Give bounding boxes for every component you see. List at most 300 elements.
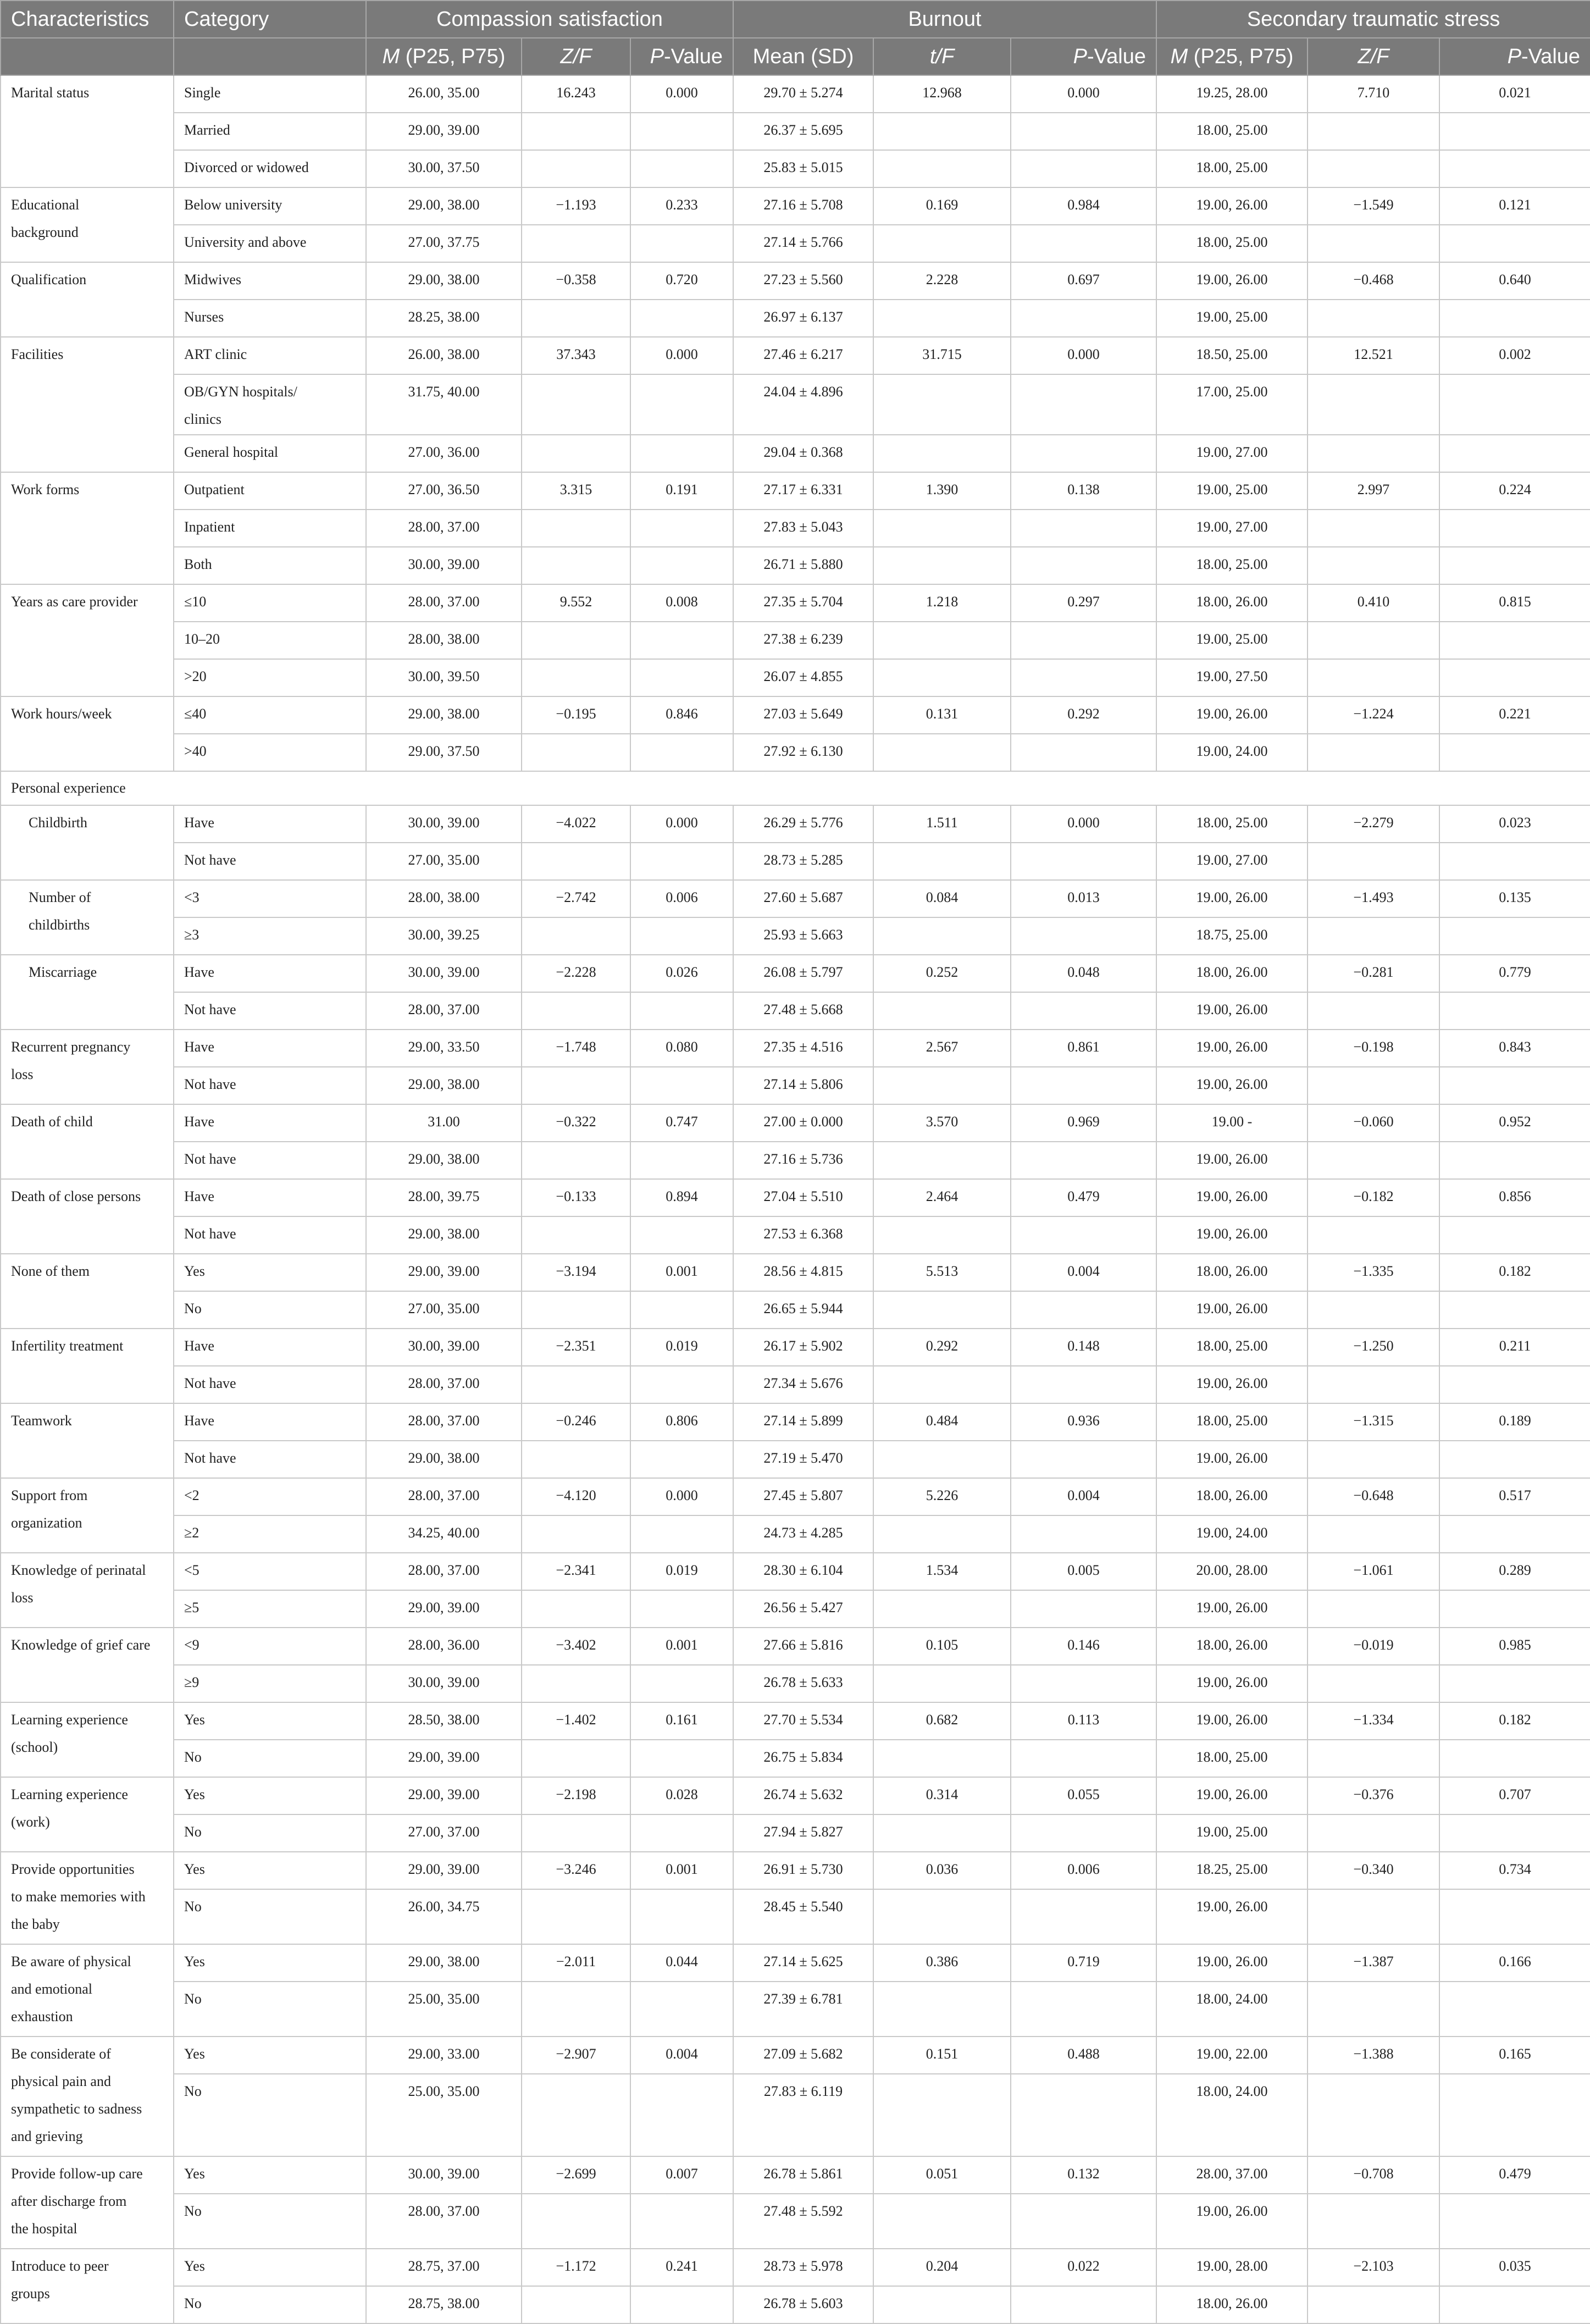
table-row [1,1104,1590,1142]
value-cell-st1: 17.00, 25.00 [1156,374,1308,435]
value-cell-cs1: 29.00, 33.50 [366,1030,522,1067]
characteristic-cell: Qualification [1,262,174,337]
value-cell-st3 [1439,1515,1590,1553]
value-cell-st2: −1.334 [1308,1702,1439,1740]
value-cell-cs2 [522,2074,630,2156]
value-cell-bo1: 27.34 ± 5.676 [733,1366,873,1403]
characteristic-cell: Marital status [1,75,174,187]
table-row [1,622,1590,659]
value-cell-bo3 [1011,1366,1156,1403]
value-cell-bo1: 26.29 ± 5.776 [733,805,873,843]
value-cell-cs2 [522,1441,630,1478]
value-cell-cs3: 0.006 [630,880,733,917]
value-cell-st1: 19.00, 26.00 [1156,1944,1308,1982]
value-cell-bo1: 26.08 ± 5.797 [733,955,873,992]
value-cell-bo2 [873,2194,1011,2249]
value-cell-cs2 [522,1291,630,1329]
value-cell-st3: 0.224 [1439,472,1590,510]
value-cell-st3: 0.211 [1439,1329,1590,1366]
table-row [1,992,1590,1030]
value-cell-bo3 [1011,1441,1156,1478]
value-cell-bo1: 26.17 ± 5.902 [733,1329,873,1366]
value-cell-bo2 [873,843,1011,880]
characteristic-cell: Provide follow-up care after discharge from the hospital [1,2156,174,2249]
value-cell-cs2 [522,1216,630,1254]
value-cell-cs3: 0.004 [630,2037,733,2074]
value-cell-st2 [1308,547,1439,584]
table-row [1,337,1590,374]
value-cell-cs3: 0.894 [630,1179,733,1216]
category-cell: Yes [174,1944,366,1982]
value-cell-cs2: −1.193 [522,187,630,225]
value-cell-st3 [1439,843,1590,880]
table-row [1,843,1590,880]
value-cell-bo3 [1011,510,1156,547]
value-cell-cs3 [630,1665,733,1702]
characteristic-cell: Work hours/week [1,696,174,771]
value-cell-bo1: 27.48 ± 5.668 [733,992,873,1030]
value-cell-bo2: 31.715 [873,337,1011,374]
value-cell-cs1: 30.00, 39.50 [366,659,522,696]
value-cell-bo1: 27.70 ± 5.534 [733,1702,873,1740]
value-cell-cs2: −4.120 [522,1478,630,1515]
value-cell-cs1: 29.00, 39.00 [366,1740,522,1777]
value-cell-st1: 19.00, 26.00 [1156,1366,1308,1403]
value-cell-bo2: 5.513 [873,1254,1011,1291]
table-row [1,2194,1590,2249]
value-cell-st2 [1308,917,1439,955]
value-cell-cs3 [630,1216,733,1254]
category-cell: ≥3 [174,917,366,955]
characteristic-cell: Childbirth [1,805,174,880]
value-cell-cs1: 30.00, 39.00 [366,805,522,843]
value-cell-bo2 [873,659,1011,696]
value-cell-st3 [1439,1814,1590,1852]
value-cell-cs1: 29.00, 33.00 [366,2037,522,2074]
value-cell-st2 [1308,2194,1439,2249]
category-cell: Yes [174,1254,366,1291]
value-cell-st2: −1.493 [1308,880,1439,917]
value-cell-bo2: 0.204 [873,2249,1011,2286]
value-cell-bo2 [873,1665,1011,1702]
value-cell-bo1: 25.93 ± 5.663 [733,917,873,955]
category-cell: University and above [174,225,366,262]
value-cell-cs3: 0.720 [630,262,733,300]
value-cell-bo2: 2.567 [873,1030,1011,1067]
header-st-zf: Z/F [1308,38,1439,75]
category-cell: No [174,1740,366,1777]
header-burnout: Burnout [733,1,1156,38]
value-cell-cs1: 28.00, 37.00 [366,1553,522,1590]
value-cell-bo1: 27.09 ± 5.682 [733,2037,873,2074]
value-cell-bo2: 0.084 [873,880,1011,917]
value-cell-bo3: 0.013 [1011,880,1156,917]
value-cell-cs1: 29.00, 39.00 [366,1777,522,1814]
value-cell-bo1: 26.78 ± 5.633 [733,1665,873,1702]
category-cell: OB/GYN hospitals/ clinics [174,374,366,435]
value-cell-cs3 [630,1067,733,1104]
value-cell-cs3 [630,113,733,150]
value-cell-bo1: 27.14 ± 5.625 [733,1944,873,1982]
value-cell-cs2 [522,1982,630,2037]
value-cell-st3: 0.121 [1439,187,1590,225]
category-cell: 10–20 [174,622,366,659]
value-cell-cs1: 27.00, 36.50 [366,472,522,510]
table-row [1,472,1590,510]
value-cell-st1: 19.00, 25.00 [1156,472,1308,510]
header-cs-median: M (P25, P75) [366,38,522,75]
category-cell: ≥2 [174,1515,366,1553]
value-cell-st1: 19.00, 26.00 [1156,1067,1308,1104]
value-cell-cs3 [630,2074,733,2156]
value-cell-st1: 28.00, 37.00 [1156,2156,1308,2194]
table-row [1,880,1590,917]
category-cell: Below university [174,187,366,225]
value-cell-cs2 [522,300,630,337]
value-cell-st3: 0.182 [1439,1702,1590,1740]
value-cell-st3: 0.734 [1439,1852,1590,1889]
category-cell: Have [174,805,366,843]
value-cell-bo3: 0.292 [1011,696,1156,734]
value-cell-cs3: 0.026 [630,955,733,992]
value-cell-bo2 [873,435,1011,472]
value-cell-cs1: 27.00, 35.00 [366,1291,522,1329]
value-cell-st2: −0.198 [1308,1030,1439,1067]
value-cell-st1: 18.00, 25.00 [1156,1740,1308,1777]
value-cell-bo1: 27.00 ± 0.000 [733,1104,873,1142]
value-cell-st3: 0.289 [1439,1553,1590,1590]
value-cell-st1: 19.00, 26.00 [1156,992,1308,1030]
value-cell-bo1: 26.78 ± 5.861 [733,2156,873,2194]
value-cell-st1: 19.00, 26.00 [1156,1889,1308,1944]
value-cell-cs1: 28.75, 38.00 [366,2286,522,2323]
value-cell-st1: 18.00, 26.00 [1156,1254,1308,1291]
value-cell-cs1: 28.00, 37.00 [366,1366,522,1403]
value-cell-bo1: 27.60 ± 5.687 [733,880,873,917]
value-cell-st1: 19.00, 26.00 [1156,696,1308,734]
value-cell-cs1: 28.00, 37.00 [366,1478,522,1515]
value-cell-bo2: 2.228 [873,262,1011,300]
value-cell-bo3 [1011,225,1156,262]
value-cell-st2: 0.410 [1308,584,1439,622]
category-cell: No [174,1982,366,2037]
value-cell-st2 [1308,1740,1439,1777]
value-cell-st3: 0.640 [1439,262,1590,300]
value-cell-bo3 [1011,1814,1156,1852]
value-cell-bo3 [1011,374,1156,435]
value-cell-cs3 [630,917,733,955]
value-cell-cs3 [630,1889,733,1944]
value-cell-cs1: 28.00, 37.00 [366,584,522,622]
value-cell-st2 [1308,734,1439,771]
table-row [1,1329,1590,1366]
value-cell-cs1: 27.00, 35.00 [366,843,522,880]
value-cell-cs2: 16.243 [522,75,630,113]
value-cell-cs2 [522,1142,630,1179]
table-row [1,1814,1590,1852]
value-cell-bo3: 0.936 [1011,1403,1156,1441]
category-cell: <3 [174,880,366,917]
value-cell-cs1: 29.00, 38.00 [366,696,522,734]
category-cell: Not have [174,1142,366,1179]
table-row [1,1944,1590,1982]
value-cell-bo2 [873,1216,1011,1254]
value-cell-bo1: 27.35 ± 4.516 [733,1030,873,1067]
category-cell: ≥5 [174,1590,366,1628]
value-cell-cs2 [522,1665,630,1702]
table-row [1,1515,1590,1553]
category-cell: No [174,1889,366,1944]
value-cell-st1: 19.00, 26.00 [1156,1179,1308,1216]
table-row [1,225,1590,262]
value-cell-bo2 [873,2074,1011,2156]
value-cell-st2: −1.061 [1308,1553,1439,1590]
value-cell-cs1: 28.00, 39.75 [366,1179,522,1216]
value-cell-bo3: 0.000 [1011,75,1156,113]
value-cell-st1: 19.00, 26.00 [1156,1291,1308,1329]
value-cell-st3: 0.021 [1439,75,1590,113]
table-row [1,584,1590,622]
value-cell-st2 [1308,1814,1439,1852]
value-cell-st3 [1439,2194,1590,2249]
value-cell-st2: −1.387 [1308,1944,1439,1982]
table-row [1,2037,1590,2074]
value-cell-cs3 [630,150,733,187]
value-cell-bo3: 0.297 [1011,584,1156,622]
value-cell-bo1: 27.83 ± 6.119 [733,2074,873,2156]
value-cell-st2: −0.019 [1308,1628,1439,1665]
value-cell-bo3 [1011,622,1156,659]
value-cell-bo3 [1011,2194,1156,2249]
value-cell-bo2: 0.105 [873,1628,1011,1665]
value-cell-cs2 [522,1366,630,1403]
value-cell-st1: 19.00, 27.00 [1156,843,1308,880]
table-row [1,1142,1590,1179]
value-cell-cs1: 30.00, 37.50 [366,150,522,187]
value-cell-st2 [1308,659,1439,696]
value-cell-cs2: −2.198 [522,1777,630,1814]
value-cell-bo2: 0.151 [873,2037,1011,2074]
value-cell-cs3: 0.080 [630,1030,733,1067]
value-cell-bo3: 0.984 [1011,187,1156,225]
value-cell-bo3 [1011,1665,1156,1702]
value-cell-st3: 0.002 [1439,337,1590,374]
header-bo-mean: Mean (SD) [733,38,873,75]
category-cell: Divorced or widowed [174,150,366,187]
category-cell: Have [174,1179,366,1216]
value-cell-cs3 [630,992,733,1030]
value-cell-bo3: 0.004 [1011,1478,1156,1515]
value-cell-cs3: 0.000 [630,805,733,843]
characteristic-cell: Be considerate of physical pain and sympathetic to sadness and grieving [1,2037,174,2156]
value-cell-cs1: 25.00, 35.00 [366,2074,522,2156]
value-cell-st1: 19.00, 25.00 [1156,622,1308,659]
value-cell-cs1: 29.00, 39.00 [366,1852,522,1889]
value-cell-bo1: 26.91 ± 5.730 [733,1852,873,1889]
table-row [1,2286,1590,2323]
value-cell-st1: 19.00, 26.00 [1156,1216,1308,1254]
value-cell-cs2: −2.907 [522,2037,630,2074]
value-cell-st1: 18.00, 25.00 [1156,1403,1308,1441]
value-cell-cs3 [630,734,733,771]
value-cell-st2: −1.315 [1308,1403,1439,1441]
value-cell-cs3 [630,659,733,696]
value-cell-cs2: 3.315 [522,472,630,510]
characteristic-cell: Teamwork [1,1403,174,1478]
value-cell-cs1: 29.00, 38.00 [366,1216,522,1254]
value-cell-bo3: 0.113 [1011,1702,1156,1740]
value-cell-st1: 19.00, 26.00 [1156,1702,1308,1740]
value-cell-cs2: −2.351 [522,1329,630,1366]
value-cell-st3 [1439,734,1590,771]
table-row [1,2074,1590,2156]
value-cell-st3 [1439,547,1590,584]
category-cell: Not have [174,843,366,880]
value-cell-cs1: 31.75, 40.00 [366,374,522,435]
header-bo-pvalue: P-Value [1011,38,1156,75]
table-row [1,1478,1590,1515]
table-row [1,150,1590,187]
value-cell-cs2 [522,992,630,1030]
value-cell-st3 [1439,1740,1590,1777]
header-characteristics: Characteristics [1,1,174,38]
value-cell-bo1: 24.04 ± 4.896 [733,374,873,435]
value-cell-st3: 0.779 [1439,955,1590,992]
value-cell-st2 [1308,843,1439,880]
value-cell-cs3 [630,510,733,547]
value-cell-bo2 [873,1814,1011,1852]
value-cell-cs2 [522,435,630,472]
category-cell: Have [174,1403,366,1441]
value-cell-st2: 7.710 [1308,75,1439,113]
value-cell-bo1: 27.53 ± 6.368 [733,1216,873,1254]
category-cell: Not have [174,992,366,1030]
value-cell-bo3 [1011,1982,1156,2037]
value-cell-cs1: 30.00, 39.00 [366,1665,522,1702]
table-row [1,1403,1590,1441]
value-cell-st1: 18.00, 25.00 [1156,150,1308,187]
value-cell-st2: −2.279 [1308,805,1439,843]
category-cell: ART clinic [174,337,366,374]
value-cell-bo2 [873,374,1011,435]
table-row [1,1889,1590,1944]
characteristic-cell: Be aware of physical and emotional exhaustion [1,1944,174,2037]
category-cell: Yes [174,2037,366,2074]
value-cell-st2 [1308,1665,1439,1702]
value-cell-bo2: 0.131 [873,696,1011,734]
category-cell: Midwives [174,262,366,300]
value-cell-bo1: 28.30 ± 6.104 [733,1553,873,1590]
value-cell-cs1: 31.00 [366,1104,522,1142]
value-cell-bo3 [1011,2074,1156,2156]
value-cell-bo3: 0.697 [1011,262,1156,300]
category-cell: <5 [174,1553,366,1590]
value-cell-bo1: 26.97 ± 6.137 [733,300,873,337]
value-cell-bo2 [873,225,1011,262]
category-cell: Have [174,955,366,992]
value-cell-st1: 19.00, 27.00 [1156,510,1308,547]
value-cell-st2: −1.224 [1308,696,1439,734]
value-cell-bo2 [873,1590,1011,1628]
value-cell-bo2 [873,510,1011,547]
value-cell-st1: 18.00, 26.00 [1156,1478,1308,1515]
value-cell-bo1: 27.19 ± 5.470 [733,1441,873,1478]
category-cell: Not have [174,1067,366,1104]
value-cell-st1: 20.00, 28.00 [1156,1553,1308,1590]
value-cell-st1: 19.00, 26.00 [1156,880,1308,917]
category-cell: Have [174,1329,366,1366]
category-cell: Not have [174,1216,366,1254]
value-cell-st3: 0.221 [1439,696,1590,734]
value-cell-bo2: 1.218 [873,584,1011,622]
category-cell: Nurses [174,300,366,337]
value-cell-st3 [1439,510,1590,547]
value-cell-cs1: 27.00, 37.75 [366,225,522,262]
value-cell-bo2 [873,150,1011,187]
characteristic-cell: Learning experience (work) [1,1777,174,1852]
table-row [1,1441,1590,1478]
value-cell-cs3 [630,1982,733,2037]
value-cell-st2: −1.549 [1308,187,1439,225]
value-cell-bo3 [1011,843,1156,880]
value-cell-bo2: 0.682 [873,1702,1011,1740]
value-cell-st2 [1308,1889,1439,1944]
value-cell-cs1: 29.00, 39.00 [366,1254,522,1291]
value-cell-st1: 19.00, 26.00 [1156,2194,1308,2249]
value-cell-st3 [1439,1590,1590,1628]
value-cell-cs1: 28.00, 36.00 [366,1628,522,1665]
value-cell-bo1: 27.48 ± 5.592 [733,2194,873,2249]
value-cell-cs1: 29.00, 38.00 [366,1067,522,1104]
value-cell-cs3 [630,374,733,435]
table-row [1,113,1590,150]
value-cell-cs2 [522,225,630,262]
header-compassion-satisfaction: Compassion satisfaction [366,1,733,38]
value-cell-st3 [1439,1216,1590,1254]
value-cell-bo2 [873,1889,1011,1944]
table-row [1,1366,1590,1403]
value-cell-cs2 [522,1740,630,1777]
value-cell-bo2: 3.570 [873,1104,1011,1142]
value-cell-bo2: 5.226 [873,1478,1011,1515]
value-cell-bo2: 0.386 [873,1944,1011,1982]
value-cell-bo3 [1011,659,1156,696]
value-cell-st1: 18.00, 26.00 [1156,584,1308,622]
value-cell-st1: 18.50, 25.00 [1156,337,1308,374]
category-cell: Yes [174,2249,366,2286]
value-cell-bo1: 27.46 ± 6.217 [733,337,873,374]
table-row [1,1628,1590,1665]
value-cell-bo2: 2.464 [873,1179,1011,1216]
header-secondary-traumatic-stress: Secondary traumatic stress [1156,1,1590,38]
category-cell: Have [174,1104,366,1142]
category-cell: Not have [174,1441,366,1478]
value-cell-bo1: 29.70 ± 5.274 [733,75,873,113]
value-cell-st3 [1439,1142,1590,1179]
value-cell-st3 [1439,622,1590,659]
value-cell-bo1: 26.78 ± 5.603 [733,2286,873,2323]
value-cell-st2 [1308,1441,1439,1478]
value-cell-bo3: 0.000 [1011,337,1156,374]
header-cs-zf: Z/F [522,38,630,75]
value-cell-st2: −0.468 [1308,262,1439,300]
characteristic-cell: Introduce to peer groups [1,2249,174,2323]
value-cell-st2 [1308,622,1439,659]
value-cell-st3 [1439,659,1590,696]
characteristic-cell: Recurrent pregnancy loss [1,1030,174,1104]
table-row [1,75,1590,113]
category-cell: Outpatient [174,472,366,510]
